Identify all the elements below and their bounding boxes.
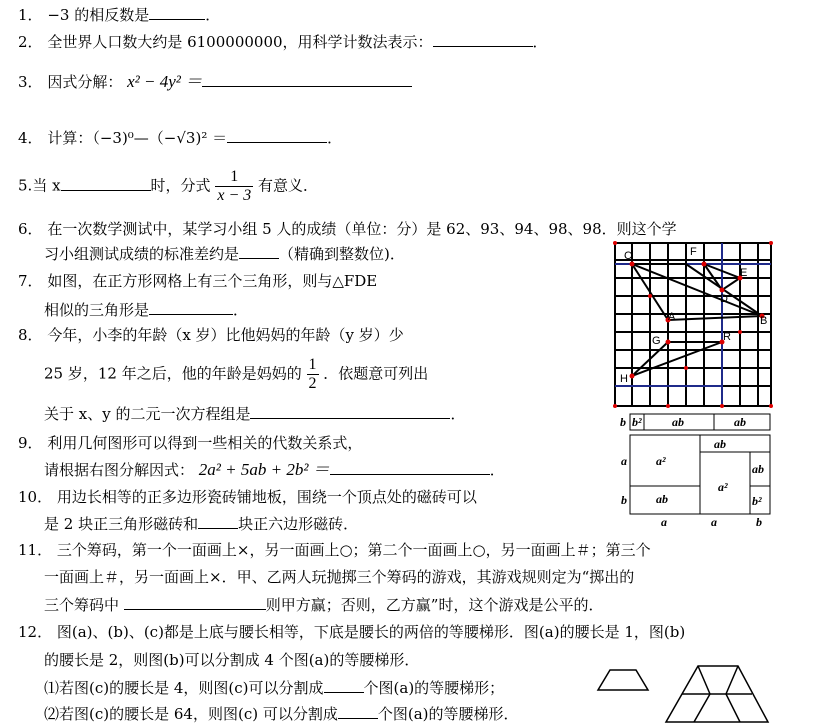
question-text: 今年，小李的年龄（x 岁）比他妈妈的年龄（y 岁）少 (47, 326, 404, 344)
question-number: 11． (18, 541, 53, 559)
question-text: 在一次数学测试中，某学习小组 5 人的成绩（单位：分）是 62、93、94、98、98．则这个学 (47, 220, 677, 238)
tile-label: a (661, 515, 667, 529)
tile-rects (630, 414, 770, 514)
question-text: 则甲方赢；否则，乙方赢”时，这个游戏是公平的． (265, 596, 604, 614)
question-6-line-2 (44, 244, 405, 263)
question-12-line-2 (44, 651, 419, 669)
fraction-denominator: x − 3 (217, 187, 252, 204)
punctuation: ． (489, 461, 505, 479)
question-text: 图(a)、(b)、(c)都是上底与腰长相等，下底是腰长的两倍的等腰梯形．图(a)的腰长是 1，图(b) (56, 623, 686, 641)
tile-label: b (621, 493, 627, 507)
question-text: 用边长相等的正多边形瓷砖铺地板，围绕一个顶点处的磁砖可以 (56, 488, 477, 506)
segment-ab (668, 316, 762, 320)
question-5 (18, 168, 318, 205)
question-text: 当 x (32, 176, 61, 195)
tile-label: b (756, 515, 762, 529)
question-number: 10． (18, 488, 53, 506)
question-number: 3． (18, 73, 43, 91)
question-text: 习小组测试成绩的标准差约是 (44, 245, 240, 263)
punctuation: ． (233, 301, 249, 319)
vertex-label-g: G (652, 335, 661, 347)
answer-blank[interactable] (250, 404, 450, 419)
question-11-line-1 (18, 541, 651, 559)
question-9-line-2 (44, 460, 505, 479)
question-text: 相似的三角形是 (44, 301, 150, 319)
trapezoid-b (666, 666, 768, 722)
tile-label: ab (752, 462, 764, 476)
math-expression: 2a² + 5ab + 2b² ＝ (198, 460, 330, 479)
tile-label: a (621, 454, 627, 468)
punctuation: ． (450, 405, 466, 423)
question-10-line-1 (18, 488, 477, 506)
question-1 (18, 5, 220, 24)
question-10-line-2 (44, 514, 358, 533)
vertex-label-h: H (620, 373, 628, 385)
punctuation: ． (327, 129, 343, 147)
question-text: 的腰长是 2，则图(b)可以分割成 4 个图(a)的等腰梯形． (44, 651, 420, 669)
question-text: ⑴若图(c)的腰长是 4，则图(c)可以分割成 (44, 679, 324, 697)
question-11-line-2 (44, 568, 634, 586)
punctuation: ． (532, 33, 548, 51)
tile-label: b² (752, 494, 762, 508)
question-3 (18, 72, 412, 91)
question-text: 如图，在正方形网格上有三个三角形，则与△FDE (47, 272, 378, 290)
question-2 (18, 32, 548, 51)
vertex-label-c: C (624, 250, 632, 262)
question-8-line-2 (44, 356, 428, 393)
fraction-denominator: 2 (308, 375, 317, 392)
question-11-line-3 (44, 595, 603, 614)
answer-blank[interactable] (433, 32, 533, 47)
question-6-line-1 (18, 220, 677, 238)
tile-label: a (711, 515, 717, 529)
tile-label: ab (734, 415, 746, 429)
question-number: 4． (18, 129, 43, 147)
question-number: 2． (18, 33, 43, 51)
answer-blank[interactable] (324, 678, 364, 693)
question-text: 个图(a)的等腰梯形； (363, 679, 505, 697)
fraction (215, 168, 253, 205)
question-number: 6． (18, 220, 43, 238)
question-text: 25 岁，12 年之后，他的年龄是妈妈的 (44, 364, 302, 383)
answer-blank[interactable] (198, 514, 238, 529)
question-12-sub-2 (44, 704, 519, 723)
vertex-label-f: F (690, 246, 697, 258)
tile-label: a² (656, 454, 666, 468)
answer-blank[interactable] (338, 704, 378, 719)
question-number: 12． (18, 623, 53, 641)
question-text: 关于 x、y 的二元一次方程组是 (44, 405, 251, 423)
question-8-line-3 (44, 404, 466, 423)
vertex-label-r: R (723, 331, 731, 343)
answer-blank[interactable] (124, 595, 266, 610)
question-text: 因式分解： (47, 73, 123, 91)
question-number: 7． (18, 272, 43, 290)
answer-blank[interactable] (239, 244, 279, 259)
question-9-line-1 (18, 434, 362, 452)
question-12-sub-1 (44, 678, 504, 697)
vertex-label-d: D (720, 293, 728, 305)
vertex-label-b: B (760, 315, 768, 327)
question-text: 个图(a)的等腰梯形． (377, 705, 519, 723)
answer-blank[interactable] (61, 176, 151, 191)
question-number: 8． (18, 326, 43, 344)
question-12-line-1 (18, 623, 685, 641)
question-number: 9． (18, 434, 43, 452)
question-text: 计算：（−3)⁰—（−√3)² ＝ (47, 129, 228, 147)
fraction-numerator: 1 (215, 168, 253, 187)
question-text: ．依题意可列出 (323, 364, 429, 383)
question-text: ⑵若图(c)的腰长是 64，则图(c) 可以分割成 (44, 705, 338, 723)
question-7-line-2 (44, 300, 248, 319)
triangle-grid-figure (612, 240, 774, 412)
answer-blank[interactable] (330, 460, 490, 475)
question-text: 请根据右图分解因式： (44, 461, 195, 479)
question-text: 利用几何图形可以得到一些相关的代数关系式， (47, 434, 363, 452)
answer-blank[interactable] (202, 72, 412, 87)
question-text: −3 的相反数是 (47, 6, 150, 24)
triangles (632, 264, 762, 376)
tile-label: ab (656, 492, 668, 506)
question-text: 三个筹码，第一个一面画上×，另一面画上○；第二个一面画上○，另一面画上＃；第三个 (56, 541, 651, 559)
tile-label: b (620, 415, 626, 429)
question-7-line-1 (18, 272, 377, 290)
question-4 (18, 128, 342, 147)
triangle-hgr (632, 342, 722, 376)
question-text: 是 2 块正三角形磁砖和 (44, 515, 199, 533)
punctuation: ． (205, 6, 221, 24)
tile-label: ab (672, 415, 684, 429)
question-text: （精确到整数位)． (279, 245, 405, 263)
answer-blank[interactable] (227, 128, 327, 143)
tile-label: ab (714, 437, 726, 451)
question-8-line-1 (18, 326, 404, 344)
question-text: 三个筹码中 (44, 596, 120, 614)
area-tiles-figure (616, 411, 772, 529)
vertex-label-a: A (668, 311, 676, 323)
vertex-label-e: E (740, 267, 748, 279)
math-expression: x² − 4y² ＝ (127, 72, 203, 91)
fraction (307, 356, 319, 393)
fraction-numerator: 1 (308, 356, 317, 373)
trapezoid-a (598, 670, 648, 690)
trapezoid-figures (596, 662, 770, 726)
tile-label: b² (632, 415, 642, 429)
question-text: 时，分式 (150, 176, 211, 195)
answer-blank[interactable] (149, 300, 233, 315)
question-text: 有意义． (258, 176, 319, 195)
question-number: 5. (18, 176, 33, 195)
question-number: 1． (18, 6, 43, 24)
question-text: 全世界人口数大约是 6100000000，用科学计数法表示： (47, 33, 433, 51)
tile-label: a² (718, 480, 728, 494)
question-text: 一面画上＃，另一面画上×．甲、乙两人玩抛掷三个筹码的游戏，其游戏规则定为“掷出的 (44, 568, 635, 586)
question-text: 块正六边形磁砖． (238, 515, 359, 533)
answer-blank[interactable] (149, 5, 205, 20)
